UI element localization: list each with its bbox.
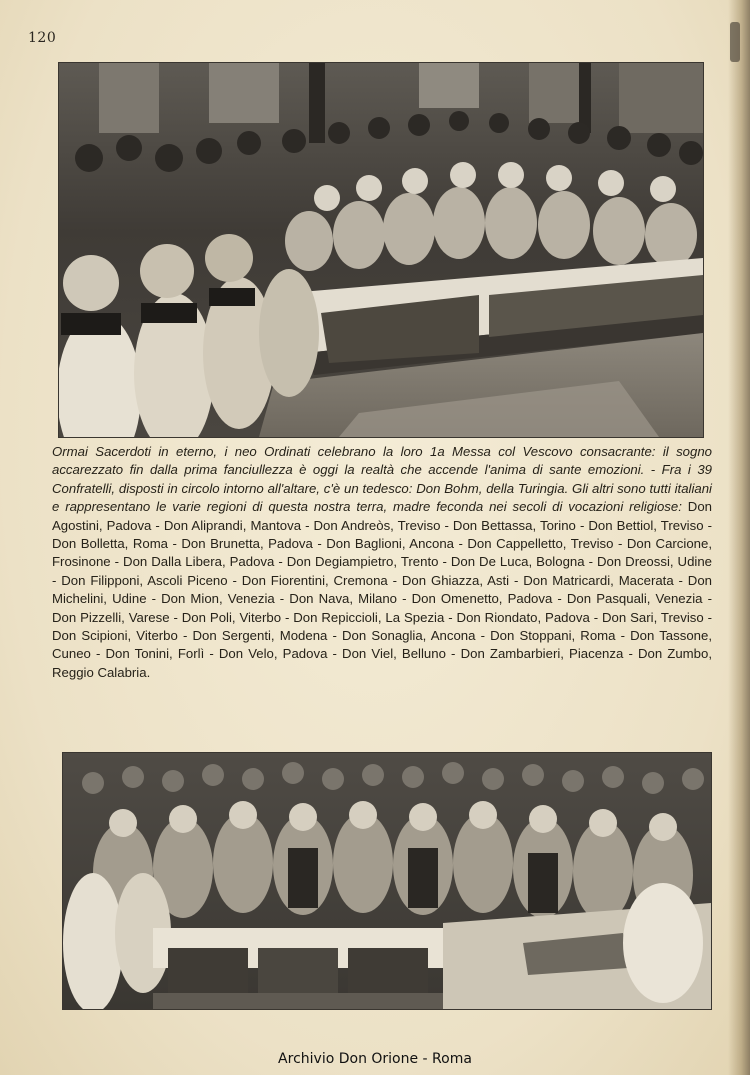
photo-caption (52, 443, 712, 682)
page-number: 120 (28, 30, 57, 46)
photo-concelebration-altar (62, 752, 712, 1010)
photo-ordination-mass-altar (58, 62, 704, 438)
caption-intro: Ormai Sacerdoti in eterno, i neo Ordinati celebrano la loro 1a Messa col Vescovo consacrante: il sogno accarezzato fin dalla prima fanciullezza è oggi la realtà che accende l'anima di sante emozioni. - Fra i 39 Confratelli, disposti in circolo intorno all'altare, c'è un tedesco: Don Bohm, della Turingia. Gli altri sono tutti italiani e rappresentano le varie regioni di questa nostra terra, madre feconda nei secoli di vocazioni religiose: (52, 444, 712, 515)
caption-names-list: Don Agostini, Padova - Don Aliprandi, Mantova - Don Andreòs, Treviso - Don Bettassa, Torino - Don Bettiol, Treviso - Don Bolletta, Roma - Don Brunetta, Padova - Don Baglioni, Ancona - Don Cappelletto, Treviso - Don Carcione, Frosinone - Don Dalla Libera, Padova - Don Degiampietro, Trento - Don De Luca, Bologna - Don Dreossi, Udine - Don Filipponi, Ascoli Piceno - Don Fiorentini, Cremona - Don Ghiazza, Asti - Don Matricardi, Macerata - Don Michelini, Udine - Don Mion, Venezia - Don Nava, Milano - Don Omenetto, Padova - Don Pasquali, Venezia - Don Pizzelli, Varese - Don Poli, Viterbo - Don Repiccioli, La Spezia - Don Riondato, Padova - Don Sari, Treviso - Don Scipioni, Viterbo - Don Sergenti, Modena - Don Sonaglia, Ancona - Don Stoppani, Roma - Don Tassone, Cuneo - Don Tonini, Forlì - Don Velo, Padova - Don Viel, Belluno - Don Zambarbieri, Piacenza - Don Zumbo, Reggio Calabria. (52, 499, 712, 680)
binding-mark (730, 22, 740, 62)
page-edge-stain (728, 0, 750, 1075)
archive-footer: Archivio Don Orione - Roma (278, 1051, 472, 1067)
